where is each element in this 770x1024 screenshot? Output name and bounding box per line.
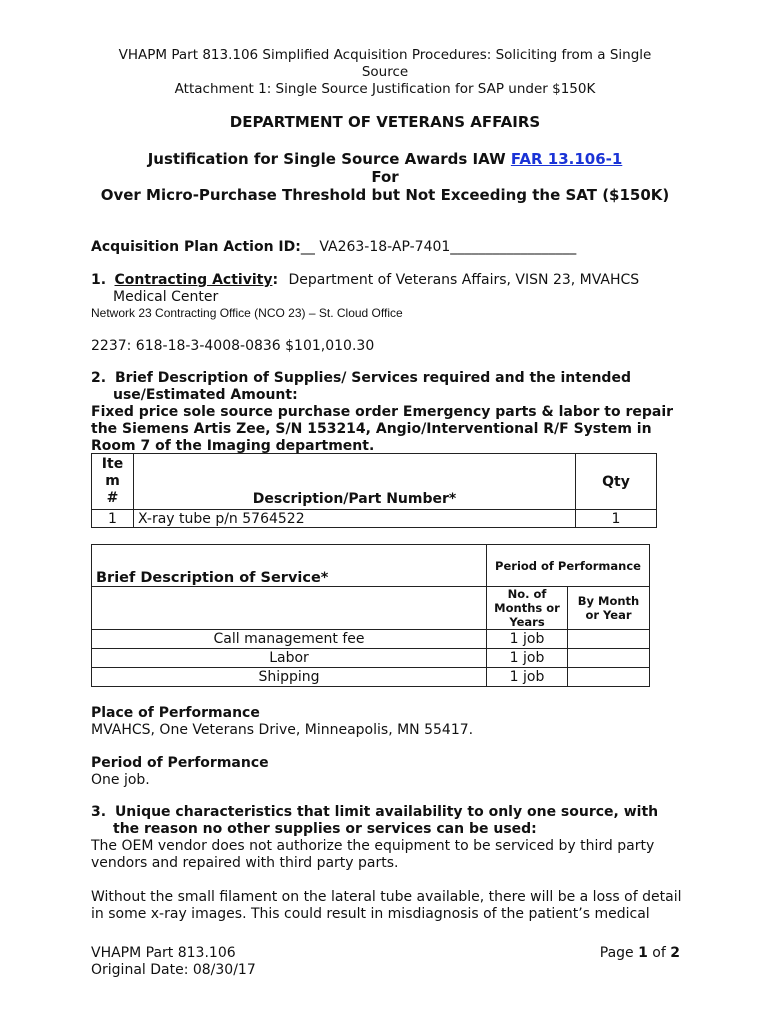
far-link[interactable]: FAR 13.106-1 (510, 150, 623, 168)
bymonth-header (568, 587, 650, 630)
section-2 (91, 370, 691, 455)
page-word: Page (599, 945, 639, 961)
action-id-label: Acquisition Plan Action ID: (91, 239, 301, 255)
section-3-p2-1: Without the small filament on the lateral tube available, there will be a loss of detail (91, 889, 682, 905)
section-2-heading: Brief Description of Supplies/ Services required and the intended (114, 370, 631, 386)
table-row (92, 510, 657, 528)
months-header-3: Years (509, 615, 545, 629)
section-2-heading-1 (91, 370, 691, 387)
section-3-p1-1: The OEM vendor does not authorize the equipment to be serviced by third party (91, 838, 655, 854)
action-id-value: __ VA263-18-AP-7401__________________ (300, 239, 577, 255)
section-3-p1-2: vendors and repaired with third party parts. (91, 855, 399, 871)
place-label: Place of Performance (91, 705, 260, 721)
months-cell: 1 job (487, 649, 568, 668)
qty-header: Qty (576, 454, 657, 510)
months-header-1: No. of (507, 587, 547, 601)
service-table (91, 544, 650, 687)
parts-table-header (92, 454, 657, 510)
section-1-number: 1. (91, 272, 107, 288)
section-2-heading-2: use/Estimated Amount: (113, 387, 298, 403)
service-header-blank (92, 587, 487, 630)
table-row (92, 630, 650, 649)
bymonth-header-1: By Month (577, 594, 640, 608)
section-1-value: Department of Veterans Affairs, VISN 23, MVAHCS (288, 272, 640, 288)
page-indicator (600, 945, 680, 962)
department-title: DEPARTMENT OF VETERANS AFFAIRS (229, 113, 541, 131)
months-header (487, 587, 568, 630)
item-header (92, 454, 134, 510)
title-line-1 (0, 150, 770, 168)
document-header (0, 47, 770, 98)
footer-date: Original Date: 08/30/17 (91, 962, 256, 978)
item-header-3: # (106, 490, 119, 506)
page-number: 1 (638, 945, 648, 961)
service-header: Brief Description of Service* (92, 545, 487, 587)
section-3-number: 3. (91, 804, 107, 820)
qty-cell: 1 (576, 510, 657, 528)
section-2-number: 2. (91, 370, 107, 386)
section-3-heading: Unique characteristics that limit availability to only one source, with (114, 804, 659, 820)
months-cell: 1 job (487, 668, 568, 687)
action-id-row (91, 239, 576, 256)
desc-header: Description/Part Number* (134, 454, 576, 510)
justification-title (0, 150, 770, 204)
parts-table (91, 453, 657, 528)
section-3-heading-2: the reason no other supplies or services can be used: (113, 821, 537, 837)
item-cell: 1 (92, 510, 134, 528)
item-header-2: m (105, 473, 120, 489)
bymonth-cell (568, 630, 650, 649)
desc-cell: X-ray tube p/n 5764522 (134, 510, 576, 528)
table-row (92, 668, 650, 687)
header-line-3: Attachment 1: Single Source Justification for SAP under $150K (174, 81, 596, 97)
title-line-2: For (371, 168, 399, 186)
bymonth-header-2: or Year (585, 608, 632, 622)
period-header: Period of Performance (487, 545, 650, 587)
period-label: Period of Performance (91, 755, 269, 771)
section-1-colon: : (272, 272, 279, 288)
period-value: One job. (91, 772, 150, 788)
page-total: 2 (670, 945, 680, 961)
place-of-performance (91, 705, 473, 739)
period-of-performance (91, 755, 269, 789)
section-1-line (91, 272, 691, 289)
footer-part: VHAPM Part 813.106 (91, 945, 236, 961)
footer-left (91, 945, 256, 979)
section-1 (91, 272, 691, 321)
header-line-2: Source (361, 64, 409, 80)
section-3 (91, 804, 711, 923)
item-header-1: Ite (101, 456, 124, 472)
service-cell: Call management fee (92, 630, 487, 649)
fund-line: 2237: 618-18-3-4008-0836 $101,010.30 (91, 338, 375, 354)
bymonth-cell (568, 668, 650, 687)
section-1-sub: Network 23 Contracting Office (NCO 23) – St. Cloud Office (91, 306, 403, 320)
service-header-row-1 (92, 545, 650, 587)
bymonth-cell (568, 649, 650, 668)
title-line-1-prefix: Justification for Single Source Awards IAW (147, 150, 511, 168)
header-line-1: VHAPM Part 813.106 Simplified Acquisition Procedures: Soliciting from a Single (118, 47, 652, 63)
months-header-2: Months or (494, 601, 560, 615)
service-cell: Labor (92, 649, 487, 668)
service-cell: Shipping (92, 668, 487, 687)
section-2-desc-3: Room 7 of the Imaging department. (91, 438, 375, 454)
months-cell: 1 job (487, 630, 568, 649)
section-2-desc-1: Fixed price sole source purchase order Emergency parts & labor to repair (91, 404, 674, 420)
section-1-value-2: Medical Center (113, 289, 219, 305)
service-header-row-2 (92, 587, 650, 630)
section-3-heading-1 (91, 804, 711, 821)
section-1-label: Contracting Activity (114, 272, 273, 288)
title-line-3: Over Micro-Purchase Threshold but Not Exceeding the SAT ($150K) (100, 186, 670, 204)
of-word: of (647, 945, 671, 961)
section-2-desc-2: the Siemens Artis Zee, S/N 153214, Angio/Interventional R/F System in (91, 421, 652, 437)
table-row (92, 649, 650, 668)
place-value: MVAHCS, One Veterans Drive, Minneapolis, MN 55417. (91, 722, 474, 738)
section-3-p2-2: in some x-ray images. This could result in misdiagnosis of the patient’s medical (91, 906, 650, 922)
